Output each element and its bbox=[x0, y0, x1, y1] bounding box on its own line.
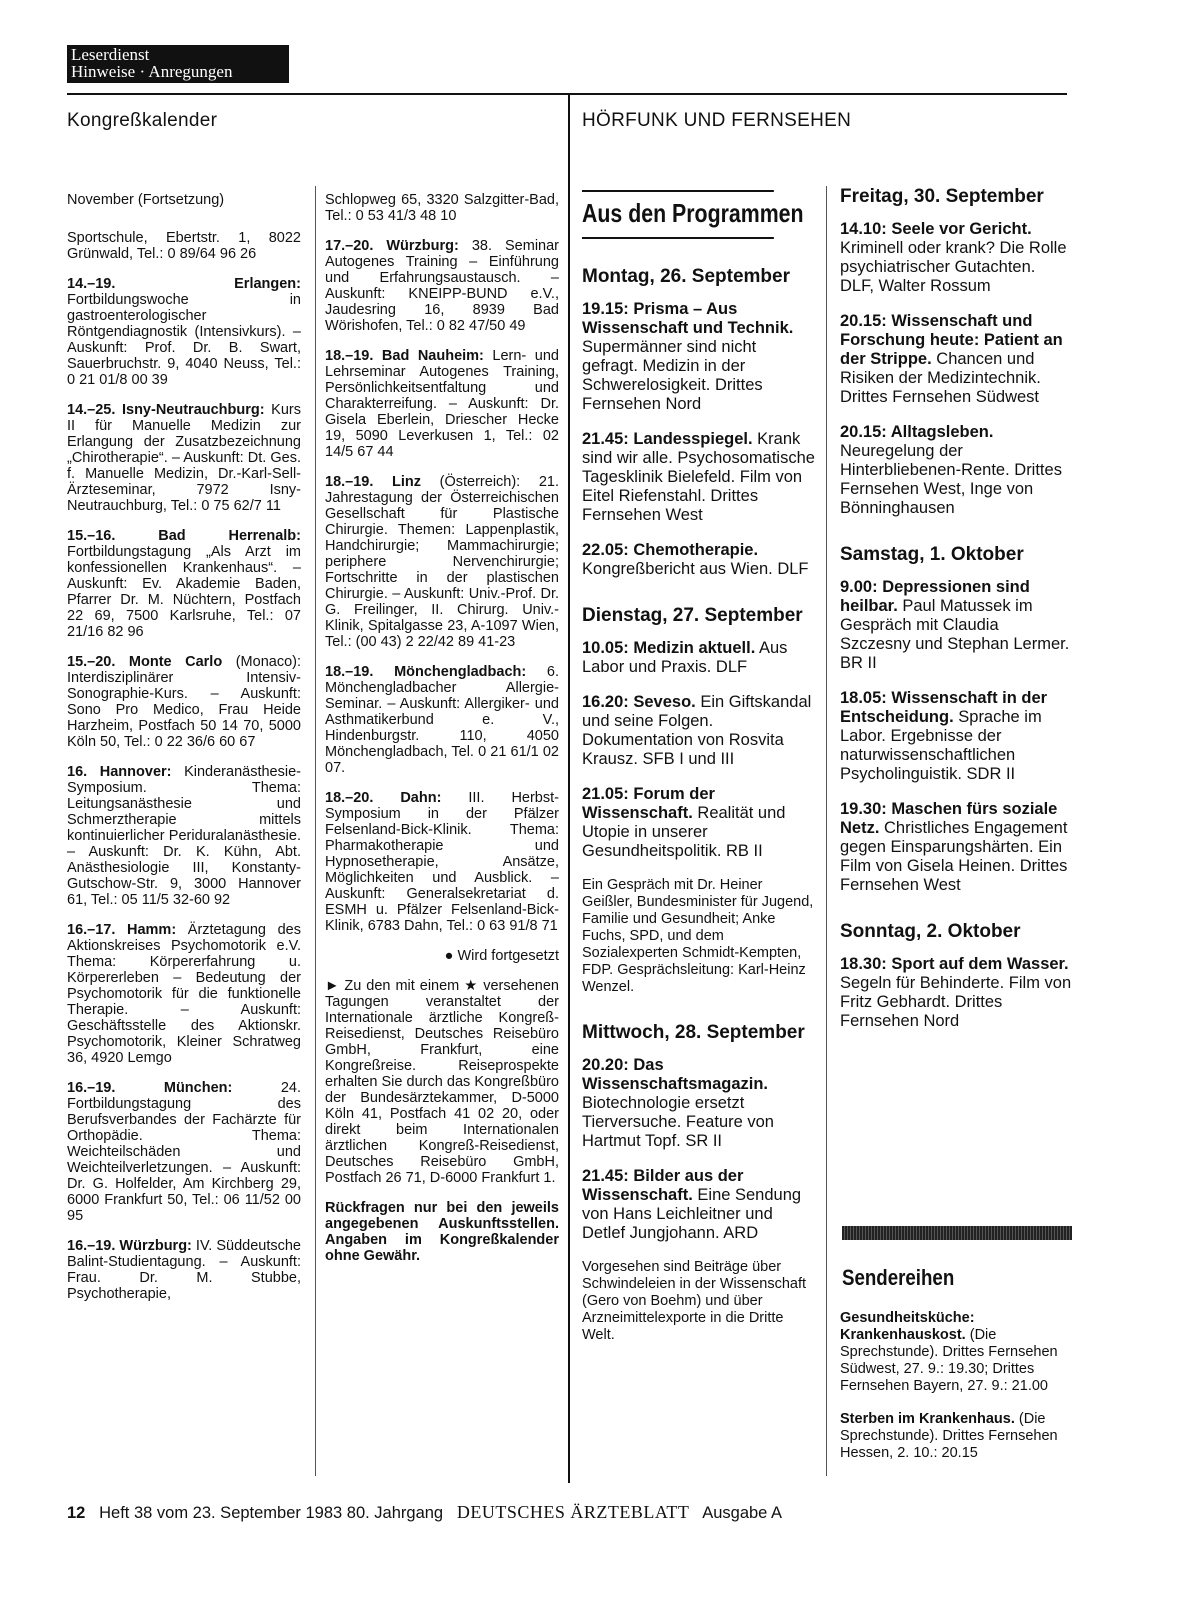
entry-text: Sprache im Labor. Ergebnisse der naturwissenschaftlichen Psycholinguistik. SDR II bbox=[840, 708, 1042, 783]
programme-entry bbox=[582, 300, 816, 414]
kongress-entry bbox=[67, 402, 301, 514]
day-heading: Montag, 26. September bbox=[582, 266, 790, 287]
entry-text: (Die Sprechstunde). Drittes Fernsehen Hessen, 2. 10.: 20.15 bbox=[840, 1411, 1058, 1461]
kongress-entry bbox=[67, 764, 301, 908]
entry-text: Ein Gespräch mit Dr. Heiner Geißler, Bundesminister für Jugend, Familie und Gesundheit; Anke Fuchs, SPD, und dem Sozialexperten Schmidt-Kempten, FDP. Gesprächsleitung: Karl-Heinz Wenzel. bbox=[582, 877, 814, 995]
entry-label: 15.–16. Bad Herrenalb: bbox=[67, 528, 301, 544]
issue-info: Heft 38 vom 23. September 1983 80. Jahrgang bbox=[99, 1504, 444, 1522]
disclaimer-note: Rückfragen nur bei den jeweils angegebenen Auskunftsstellen. Angaben im Kongreßkalender ohne Gewähr. bbox=[325, 1200, 559, 1264]
entry-text: Kongreßbericht aus Wien. DLF bbox=[582, 560, 809, 578]
entry-text: Schlopweg 65, 3320 Salzgitter-Bad, Tel.: 0 53 41/3 48 10 bbox=[325, 192, 559, 224]
sendereihen-title: Sendereihen bbox=[842, 1265, 955, 1290]
kongress-column-2 bbox=[325, 192, 559, 1278]
entry-text: (Die Sprechstunde). Drittes Fernsehen Südwest, 27. 9.: 19.30; Drittes Fernsehen Bayern, 27. 9.: 21.00 bbox=[840, 1327, 1058, 1394]
kongress-entry bbox=[325, 192, 559, 224]
kongress-entry bbox=[325, 790, 559, 934]
entry-text: 38. Seminar Autogenes Training – Einführung und Erfahrungsaustausch. – Auskunft: KNEIPP-BUND e.V., Jaudesring 16, 8939 Bad Wörishofen, Tel.: 0 82 47/50 49 bbox=[325, 238, 559, 334]
entry-text: Ein Giftskandal und seine Folgen. Dokumentation von Rosvita Krausz. SFB I und III bbox=[582, 693, 812, 768]
page-footer bbox=[67, 1502, 782, 1523]
programme-entry bbox=[840, 312, 1073, 407]
entry-text: Christliches Engagement gegen Einsparungshärten. Ein Film von Gisela Heinen. Drittes Fernsehen West bbox=[840, 819, 1068, 894]
entry-text: Supermänner sind nicht gefragt. Medizin in der Schwerelosigkeit. Drittes Fernsehen Nord bbox=[582, 338, 763, 413]
entry-text: Fortbildungswoche in gastroenterologischer Röntgendiagnostik (Intensivkurs). – Auskunft: Prof. Dr. B. Swart, Sauerbruchstr. 9, 4040 Neuss, Tel.: 0 21 01/8 00 39 bbox=[67, 292, 301, 388]
radio-tv-section-title: HÖRFUNK UND FERNSEHEN bbox=[582, 110, 852, 131]
kongress-entry bbox=[67, 922, 301, 1066]
entry-text: Krank sind wir alle. Psychosomatische Tagesklinik Bielefeld. Film von Eitel Riefenstahl. Drittes Fernsehen West bbox=[582, 430, 815, 524]
programme-entry bbox=[840, 1411, 1073, 1462]
entry-label: 20.20: Das Wissenschaftsmagazin. bbox=[582, 1056, 768, 1093]
info-paragraph: ► Zu den mit einem ★ versehenen Tagungen veranstaltet der Internationale ärztliche Kongreß-Reisedienst, Deutsches Reisebüro GmbH, Frankfurt, eine Kongreßreise. Reiseprospekte erhalten Sie durch das Kongreßbüro der Bundesärztekammer, D-5000 Köln 41, Postfach 41 02 20, oder direkt beim Internationalen ärztlichen Kongreß-Reisedienst, Deutsches Reisebüro GmbH, Postfach 26 71, D-6000 Frankfurt 1. bbox=[325, 978, 559, 1186]
day-heading: Mittwoch, 28. September bbox=[582, 1022, 805, 1043]
entry-label: 22.05: Chemotherapie. bbox=[582, 541, 759, 559]
entry-text: Realität und Utopie in unserer Gesundheitspolitik. RB II bbox=[582, 804, 786, 860]
entry-label: 16.20: Seveso. bbox=[582, 693, 696, 711]
kongress-entry bbox=[325, 664, 559, 776]
entry-text: Neuregelung der Hinterbliebenen-Rente. Drittes Fernsehen West, Inge von Bönninghausen bbox=[840, 442, 1062, 517]
kongress-entry bbox=[67, 1080, 301, 1224]
kongress-entry bbox=[325, 238, 559, 334]
entry-label: 10.05: Medizin aktuell. bbox=[582, 639, 756, 657]
entry-label: 19.30: Maschen fürs soziale Netz. bbox=[840, 800, 1058, 837]
day-heading: Dienstag, 27. September bbox=[582, 605, 803, 626]
badge-line-1: Leserdienst bbox=[71, 45, 150, 64]
entry-text: III. Herbst-Symposium in der Pfälzer Felsenland-Bick-Klinik. Thema: Pharmakotherapie und Hypnosetherapie, Ansätze, Möglichkeiten und Ausblick. – Auskunft: Generalsekretariat d. ESMH u. Pfälzer Felsenland-Bick-Klinik, 6783 Dahn, Tel.: 0 63 91/8 71 bbox=[325, 790, 559, 934]
day-heading: Sonntag, 2. Oktober bbox=[840, 921, 1021, 942]
left-col-divider bbox=[315, 186, 316, 1476]
entry-text: Biotechnologie ersetzt Tierversuche. Feature von Hartmut Topf. SR II bbox=[582, 1094, 774, 1150]
entry-text: Vorgesehen sind Beiträge über Schwindeleien in der Wissenschaft (Gero von Boehm) und über Arzneimittelexporte in die Dritte Welt. bbox=[582, 1259, 807, 1343]
programme-column-1 bbox=[582, 266, 816, 1360]
kongress-column-1 bbox=[67, 192, 301, 1316]
day-heading: Samstag, 1. Oktober bbox=[840, 544, 1024, 565]
entry-label: 18.–20. Dahn: bbox=[325, 790, 442, 806]
entry-label: 18.–19. Mönchengladbach: bbox=[325, 664, 527, 680]
programme-entry bbox=[582, 1167, 816, 1243]
entry-text: Kurs II für Manuelle Medizin zur Erlangung der Zusatzbezeichnung „Chirotherapie“. – Auskunft: Dt. Ges. f. Manuelle Medizin, Dr.-Karl-Sell-Ärzteseminar, 7972 Isny-Neutrauchburg, Tel.: 0 75 62/7 11 bbox=[67, 402, 301, 514]
top-rule bbox=[67, 93, 1067, 95]
entry-label: 17.–20. Würzburg: bbox=[325, 238, 459, 254]
programme-entry bbox=[840, 800, 1073, 895]
entry-text: Ärztetagung des Aktionskreises Psychomotorik e.V. Thema: Körpererfahrung u. Körpererleben – Bedeutung der Psychomotorik für die funktionelle Therapie. – Auskunft: Geschäftsstelle des Aktionskr. Psychomotorik, Kleiner Schratweg 36, 4920 Lemgo bbox=[67, 922, 301, 1066]
entry-label: 16.–17. Hamm: bbox=[67, 922, 177, 938]
kongress-entry bbox=[325, 474, 559, 650]
page-number: 12 bbox=[67, 1504, 86, 1522]
programme-entry bbox=[582, 1259, 816, 1344]
entry-label: Gesundheitsküche: Krankenhauskost. bbox=[840, 1310, 975, 1343]
entry-text: Segeln für Behinderte. Film von Fritz Gebhardt. Drittes Fernsehen Nord bbox=[840, 974, 1072, 1030]
entry-label: 14.–19. Erlangen: bbox=[67, 276, 301, 292]
column-divider bbox=[568, 93, 570, 1483]
programme-entry bbox=[582, 693, 816, 769]
kongress-entry bbox=[67, 528, 301, 640]
programme-entry bbox=[582, 541, 816, 579]
entry-text: Kriminell oder krank? Die Rolle psychiatrischer Gutachten. DLF, Walter Rossum bbox=[840, 239, 1067, 295]
section-badge bbox=[67, 45, 289, 83]
entry-text: IV. Süddeutsche Balint-Studientagung. – Auskunft: Frau. Dr. M. Stubbe, Psychotherapie, bbox=[67, 1238, 301, 1302]
entry-label: 16.–19. München: bbox=[67, 1080, 233, 1096]
entry-text: Fortbildungstagung „Als Arzt im konfessionellen Krankenhaus“. – Auskunft: Ev. Akademie Baden, Pfarrer Dr. M. Nüchtern, Postfach 22 69, 7500 Karlsruhe, Tel.: 07 21/16 82 96 bbox=[67, 544, 301, 640]
programme-entry bbox=[840, 220, 1073, 296]
programme-entry bbox=[840, 578, 1073, 673]
programme-entry bbox=[840, 955, 1073, 1031]
continued-note: ● Wird fortgesetzt bbox=[444, 948, 559, 964]
badge-line-2: Hinweise · Anregungen bbox=[71, 62, 233, 81]
entry-text: Paul Matussek im Gespräch mit Claudia Szczesny und Stephan Lermer. BR II bbox=[840, 597, 1070, 672]
entry-text: (Monaco): Interdisziplinärer Intensiv-Sonographie-Kurs. – Auskunft: Sono Pro Medico, Frau Heide Harzheim, Postfach 50 14 70, 5000 Köln 50, Tel.: 0 22 36/6 60 67 bbox=[67, 654, 301, 750]
entry-text: Eine Sendung von Hans Leichleitner und Detlef Jungjohann. ARD bbox=[582, 1186, 802, 1242]
entry-text: 6. Mönchengladbacher Allergie-Seminar. – Auskunft: Allergiker- und Asthmatikerbund e. V., Hindenburgstr. 110, 4050 Mönchengladbach, Tel. 0 21 61/1 02 07. bbox=[325, 664, 559, 776]
sendereihen-bar bbox=[842, 1226, 1072, 1240]
entry-text: Aus Labor und Praxis. DLF bbox=[582, 639, 788, 676]
programme-column-2 bbox=[840, 186, 1073, 1047]
programme-entry bbox=[582, 877, 816, 996]
sendereihen-list bbox=[840, 1310, 1073, 1478]
entry-label: 15.–20. Monte Carlo bbox=[67, 654, 223, 670]
kongress-entry bbox=[67, 230, 301, 262]
day-heading: Freitag, 30. September bbox=[840, 186, 1044, 207]
entry-label: 18.–19. Linz bbox=[325, 474, 422, 490]
edition: Ausgabe A bbox=[702, 1504, 783, 1522]
entry-label: 19.15: Prisma – Aus Wissenschaft und Technik. bbox=[582, 300, 794, 337]
entry-label: 14.–25. Isny-Neutrauchburg: bbox=[67, 402, 265, 418]
entry-text: Kinderanästhesie-Symposium. Thema: Leitungsanästhesie und Schmerztherapie mittels kontinuierlicher Periduralanästhesie. – Auskunft: Dr. K. Kühn, Abt. Anästhesiologie III, Konstanty-Gutschow-Str. 9, 3000 Hannover 61, Tel.: 05 11/5 32-60 92 bbox=[67, 764, 301, 908]
kongress-heading: November (Fortsetzung) bbox=[67, 192, 225, 208]
kongress-section-title: Kongreßkalender bbox=[67, 110, 218, 131]
entry-text: Lern- und Lehrseminar Autogenes Training, Persönlichkeitsentfaltung und Charakterreifung. – Auskunft: Dr. Gisela Eberlein, Driescher Hecke 19, 5090 Leverkusen 1, Tel.: 02 14/5 67 44 bbox=[325, 348, 559, 460]
entry-text: 24. Fortbildungstagung des Berufsverbandes der Fachärzte für Orthopädie. Thema: Weichteilschäden und Weichteilverletzungen. – Auskunft: Dr. G. Holfelder, Am Kirchberg 29, 6000 Frankfurt 50, Tel.: 06 11/52 00 95 bbox=[67, 1080, 301, 1224]
entry-label: 21.45: Bilder aus der Wissenschaft. bbox=[582, 1167, 744, 1204]
entry-label: 21.05: Forum der Wissenschaft. bbox=[582, 785, 715, 822]
kongress-entry bbox=[325, 348, 559, 460]
entry-label: 14.10: Seele vor Gericht. bbox=[840, 220, 1032, 238]
entry-label: 21.45: Landesspiegel. bbox=[582, 430, 753, 448]
journal-name: DEUTSCHES ÄRZTEBLATT bbox=[456, 1502, 690, 1522]
right-col-divider bbox=[826, 186, 827, 1476]
programme-entry bbox=[840, 423, 1073, 518]
entry-label: 18.–19. Bad Nauheim: bbox=[325, 348, 484, 364]
programme-entry bbox=[840, 689, 1073, 784]
entry-label: 20.15: Alltagsleben. bbox=[840, 423, 994, 441]
programme-entry bbox=[582, 785, 816, 861]
kongress-entry bbox=[67, 276, 301, 388]
entry-label: 20.15: Wissenschaft und Forschung heute: Patient an der Strippe. bbox=[840, 312, 1063, 368]
programme-entry bbox=[582, 639, 816, 677]
kongress-entry bbox=[67, 1238, 301, 1302]
kongress-entry bbox=[67, 654, 301, 750]
entry-label: 18.30: Sport auf dem Wasser. bbox=[840, 955, 1069, 973]
programme-entry bbox=[582, 430, 816, 525]
entry-text: Sportschule, Ebertstr. 1, 8022 Grünwald, Tel.: 0 89/64 96 26 bbox=[67, 230, 301, 262]
entry-label: Sterben im Krankenhaus. bbox=[840, 1411, 1015, 1427]
entry-text: (Österreich): 21. Jahrestagung der Österreichischen Gesellschaft für Plastische Chirurgie. Themen: Lappenplastik, Handchirurgie; Mammachirurgie; periphere Nervenchirurgie; Fortschritte in der plastischen Chirurgie. – Auskunft: Univ.-Prof. Dr. G. Freilinger, II. Chirurg. Univ.-Klinik, Spitalgasse 23, A-1097 Wien, Tel.: (00 43) 2 22/42 89 41-23 bbox=[325, 474, 560, 650]
programme-title: Aus den Programmen bbox=[582, 190, 774, 239]
entry-text: Chancen und Risiken der Medizintechnik. Drittes Fernsehen Südwest bbox=[840, 350, 1041, 406]
entry-label: 16. Hannover: bbox=[67, 764, 172, 780]
programme-entry bbox=[582, 1056, 816, 1151]
entry-label: 16.–19. Würzburg: bbox=[67, 1238, 192, 1254]
entry-label: 18.05: Wissenschaft in der Entscheidung. bbox=[840, 689, 1048, 726]
programme-entry bbox=[840, 1310, 1073, 1395]
entry-label: 9.00: Depressionen sind heilbar. bbox=[840, 578, 1030, 615]
